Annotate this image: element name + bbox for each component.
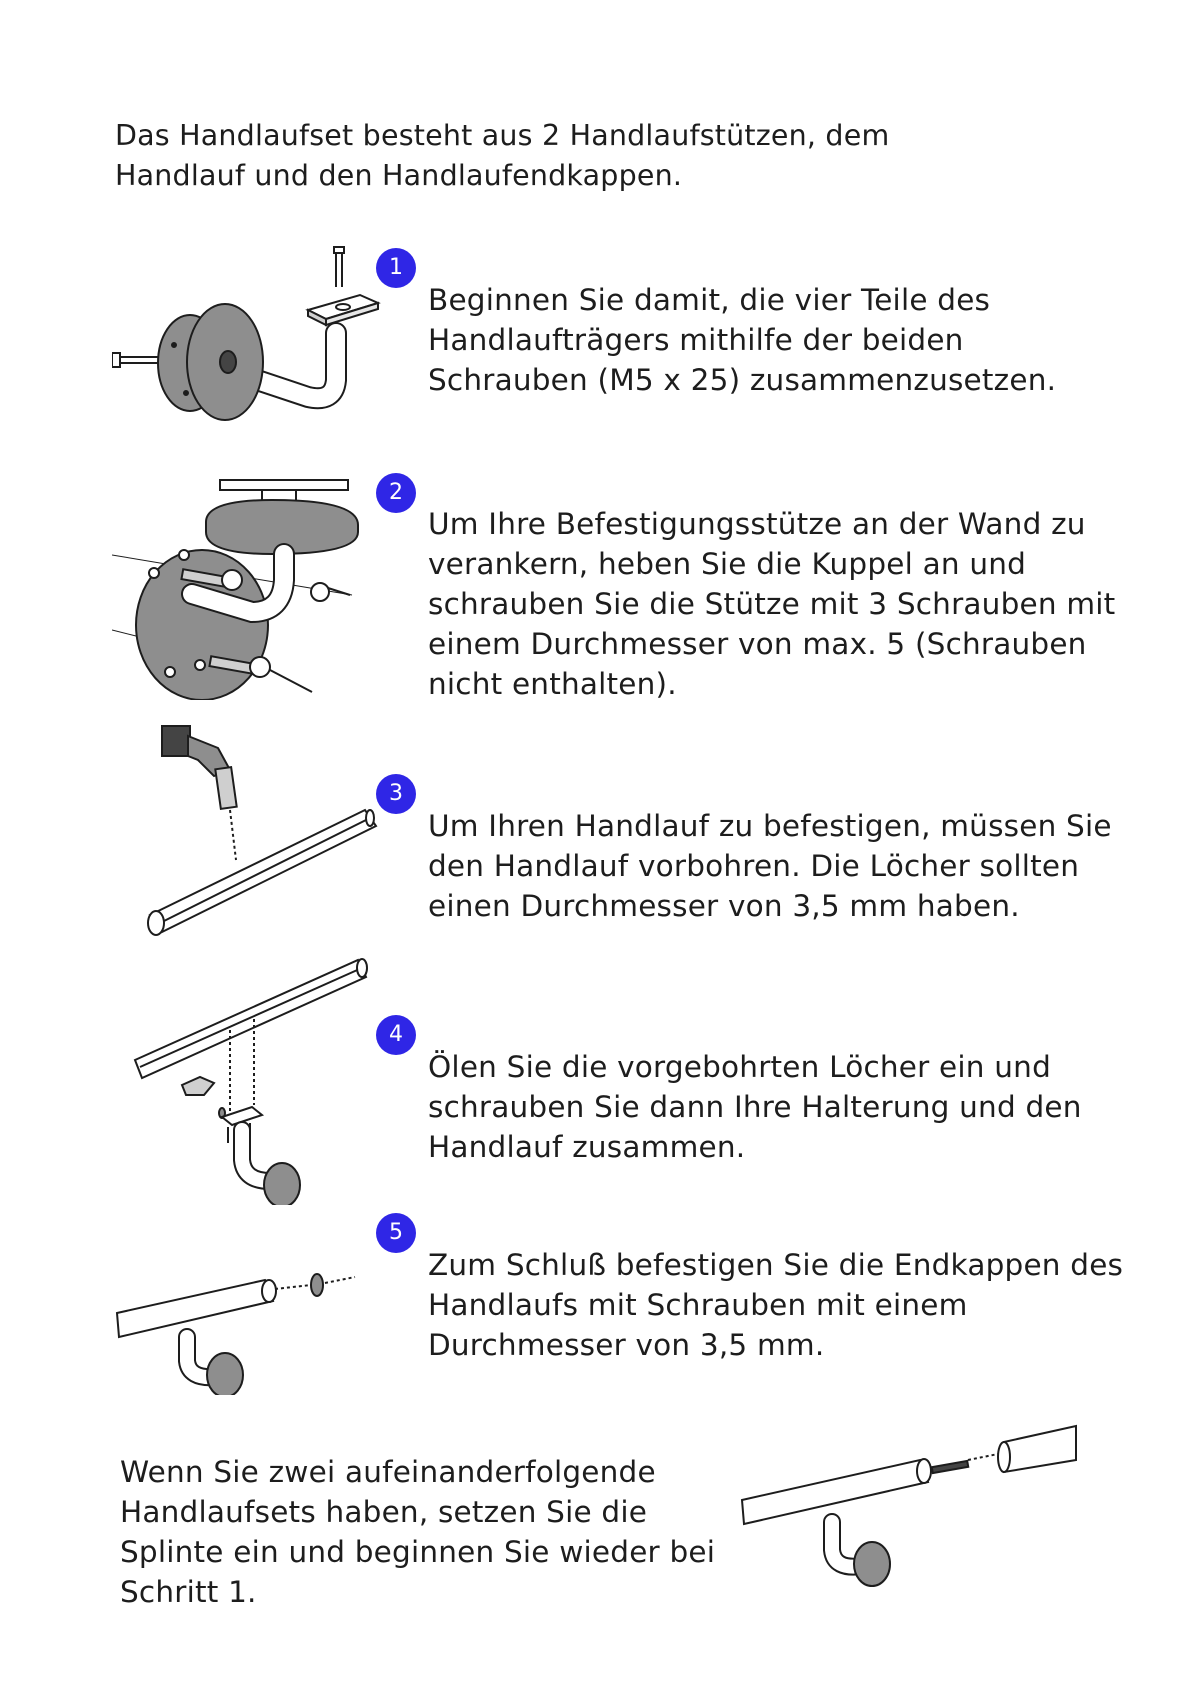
step-1-illustration	[112, 245, 382, 435]
connector-illustration	[740, 1420, 1080, 1590]
step-3-illustration	[140, 720, 400, 950]
step-5-number-badge: 5	[376, 1213, 416, 1253]
intro-text: Das Handlaufset besteht aus 2 Handlaufstützen, dem Handlauf und den Handlaufendkappen.	[115, 119, 890, 192]
step-1-text: Beginnen Sie damit, die vier Teile des Handlaufträgers mithilfe der beiden Schrauben (M5 x 25) zusammenzusetzen.	[428, 283, 1057, 397]
step-2-number-badge: 2	[376, 473, 416, 513]
step-5-text: Zum Schluß befestigen Sie die Endkappen des Handlaufs mit Schrauben mit einem Durchmesser von 3,5 mm.	[428, 1248, 1124, 1362]
step-3-number-badge: 3	[376, 774, 416, 814]
step-4-illustration	[130, 955, 380, 1205]
step-2-illustration	[112, 470, 382, 700]
step-3-text: Um Ihren Handlauf zu befestigen, müssen Sie den Handlauf vorbohren. Die Löcher sollten einen Durchmesser von 3,5 mm haben.	[428, 809, 1112, 923]
step-1-number-badge: 1	[376, 248, 416, 288]
outro-text: Wenn Sie zwei aufeinanderfolgende Handlaufsets haben, setzen Sie die Splinte ein und beginnen Sie wieder bei Schritt 1.	[120, 1455, 716, 1609]
step-4-text: Ölen Sie die vorgebohrten Löcher ein und schrauben Sie dann Ihre Halterung und den Handlauf zusammen.	[428, 1050, 1082, 1164]
step-2-text: Um Ihre Befestigungsstütze an der Wand zu verankern, heben Sie die Kuppel an und schrauben Sie die Stütze mit 3 Schrauben mit einem Durchmesser von max. 5 (Schrauben nicht enthalten).	[428, 507, 1116, 701]
step-4-number-badge: 4	[376, 1015, 416, 1055]
step-5-illustration	[115, 1265, 375, 1395]
